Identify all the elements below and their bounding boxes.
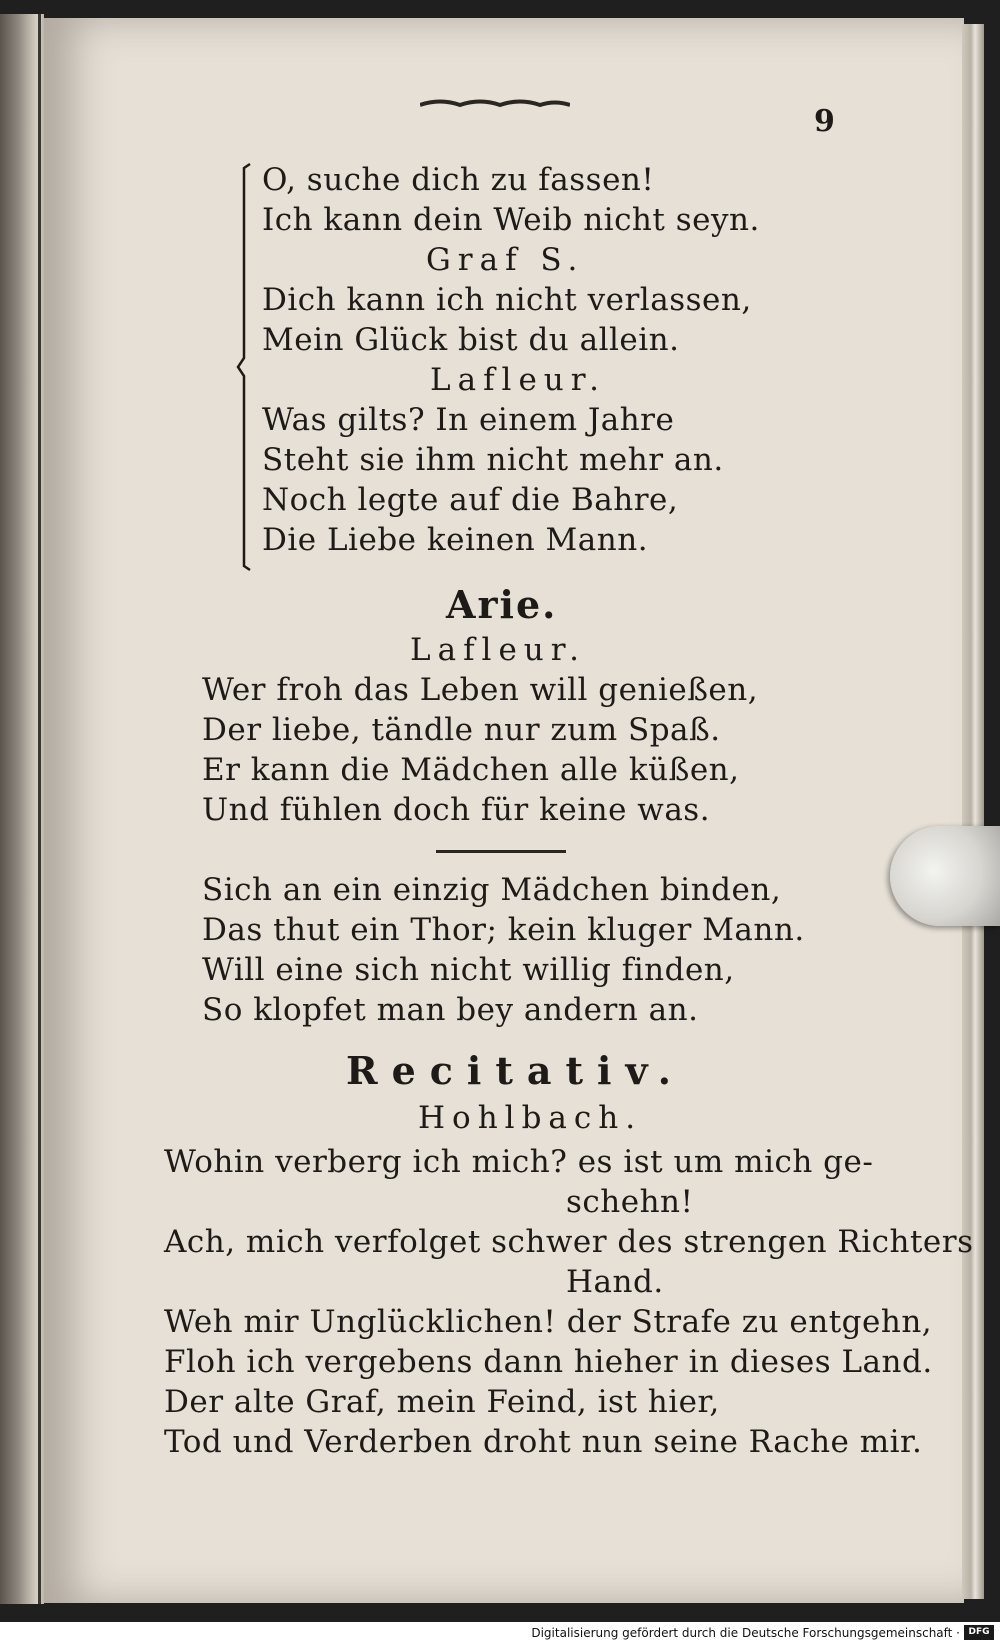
gutter-line bbox=[38, 14, 41, 1604]
page-clip bbox=[890, 826, 1000, 926]
speaker-name: Lafleur. bbox=[430, 362, 607, 398]
aria-line: Der liebe, tändle nur zum Spaß. bbox=[202, 712, 721, 748]
recitativ-title: Recitativ. bbox=[346, 1048, 685, 1093]
page-number: 9 bbox=[814, 104, 835, 139]
duet-line: Steht sie ihm nicht mehr an. bbox=[262, 442, 724, 478]
speaker-name: Graf S. bbox=[426, 242, 585, 278]
aria-line: Will eine sich nicht willig finden, bbox=[202, 952, 735, 988]
duet-line: Dich kann ich nicht verlassen, bbox=[262, 282, 752, 318]
aria-line: Er kann die Mädchen alle küßen, bbox=[202, 752, 740, 788]
duet-line: Die Liebe keinen Mann. bbox=[262, 522, 649, 558]
recitativ-line: Tod und Verderben droht nun seine Rache mir. bbox=[164, 1424, 923, 1460]
recitativ-speaker: Hohlbach. bbox=[418, 1100, 643, 1136]
aria-line: Wer froh das Leben will genießen, bbox=[202, 672, 759, 708]
ornament-rule bbox=[420, 96, 570, 114]
stanza-divider bbox=[436, 850, 566, 853]
recitativ-line: Der alte Graf, mein Feind, ist hier, bbox=[164, 1384, 720, 1420]
recitativ-line: Ach, mich verfolget schwer des strengen Richters bbox=[164, 1224, 974, 1260]
footer-credit: Digitalisierung gefördert durch die Deutsche Forschungsgemeinschaft · bbox=[531, 1626, 960, 1640]
recitativ-line: schehn! bbox=[566, 1184, 694, 1220]
aria-line: Und fühlen doch für keine was. bbox=[202, 792, 711, 828]
aria-line: Sich an ein einzig Mädchen binden, bbox=[202, 872, 782, 908]
duet-line: O, suche dich zu fassen! bbox=[262, 162, 655, 198]
aria-line: So klopfet man bey andern an. bbox=[202, 992, 699, 1028]
duet-line: Was gilts? In einem Jahre bbox=[262, 402, 675, 438]
duet-line: Mein Glück bist du allein. bbox=[262, 322, 680, 358]
brace-bracket bbox=[236, 162, 254, 572]
dfg-logo: DFG bbox=[964, 1625, 994, 1640]
aria-title: Arie. bbox=[446, 582, 558, 627]
recitativ-line: Floh ich vergebens dann hieher in dieses Land. bbox=[164, 1344, 933, 1380]
duet-line: Ich kann dein Weib nicht seyn. bbox=[262, 202, 760, 238]
aria-speaker: Lafleur. bbox=[410, 632, 587, 668]
duet-line: Noch legte auf die Bahre, bbox=[262, 482, 679, 518]
aria-line: Das thut ein Thor; kein kluger Mann. bbox=[202, 912, 805, 948]
recitativ-line: Wohin verberg ich mich? es ist um mich ge- bbox=[164, 1144, 874, 1180]
page-stack-edge bbox=[962, 24, 984, 1599]
recitativ-line: Weh mir Unglücklichen! der Strafe zu entgehn, bbox=[164, 1304, 933, 1340]
recitativ-line: Hand. bbox=[566, 1264, 664, 1300]
